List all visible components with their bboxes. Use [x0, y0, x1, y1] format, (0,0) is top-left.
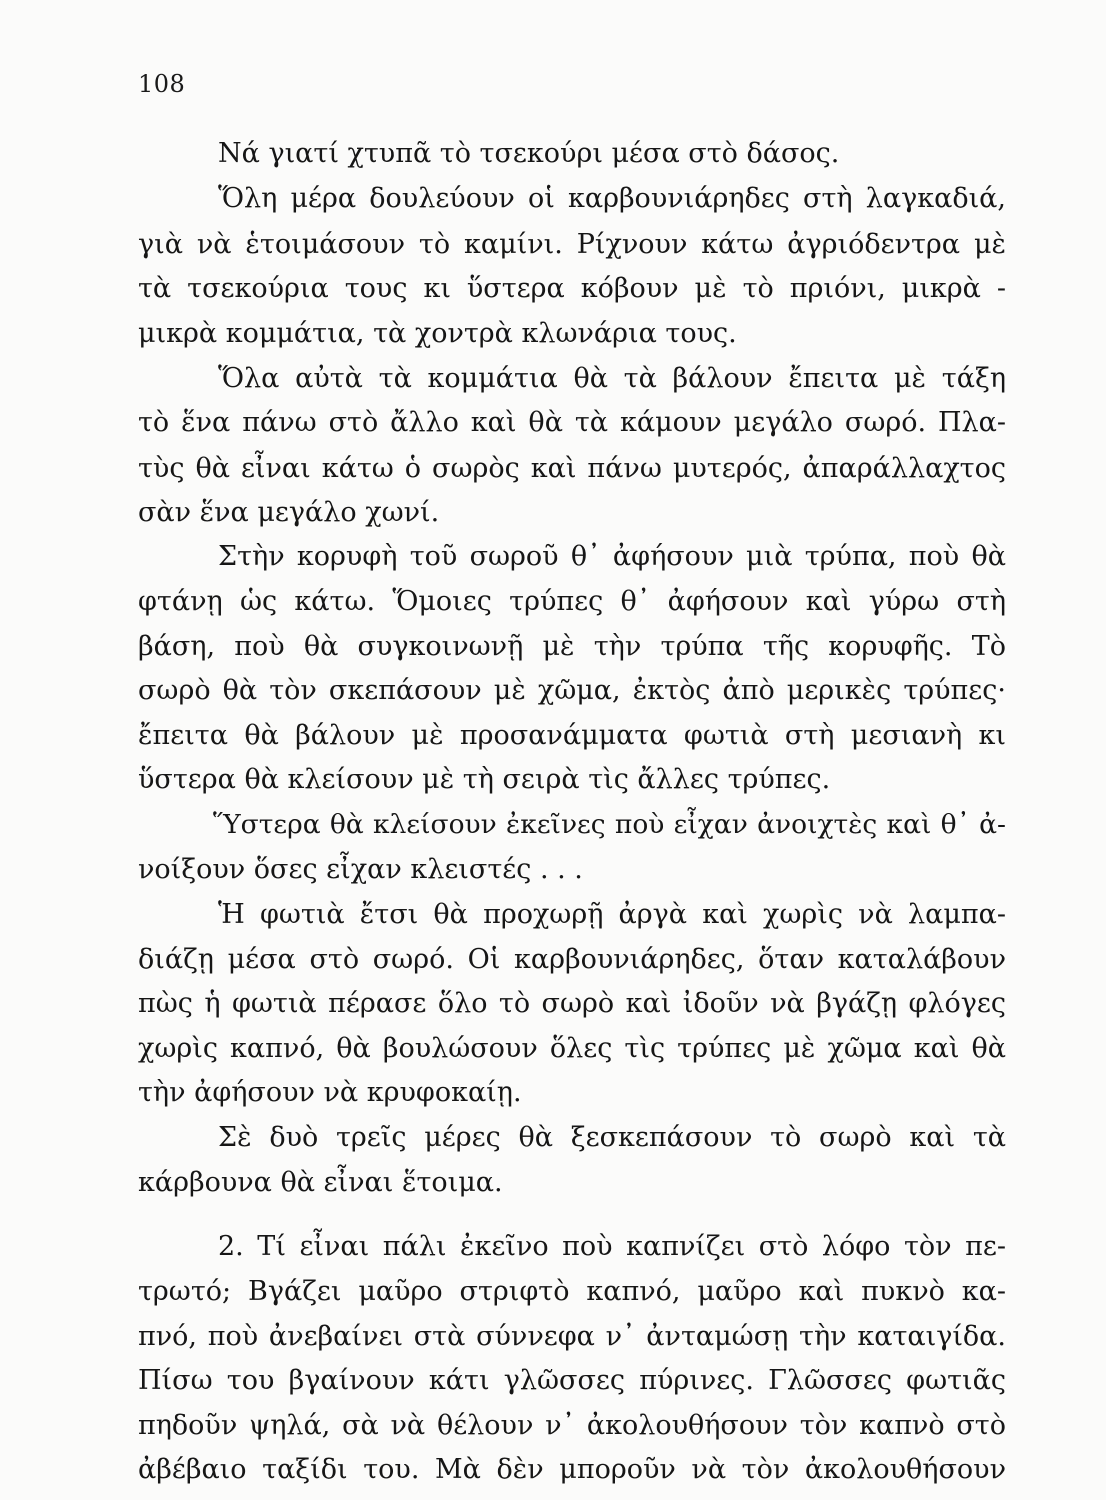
text-line: πηδοῦν ψηλά, σὰ νὰ θέλουν ν᾿ ἀκολουθήσουν τὸν καπνὸ στὸ [138, 1409, 1006, 1441]
text-line: γιὰ νὰ ἑτοιμάσουν τὸ καμίνι. Ρίχνουν κάτω ἀγριόδεντρα μὲ [138, 228, 1006, 260]
text-line: βάση, ποὺ θὰ συγκοινωνῇ μὲ τὴν τρύπα τῆς κορυφῆς. Τὸ [138, 631, 1006, 663]
text-line: ὕστερα θὰ κλείσουν μὲ τὴ σειρὰ τὶς ἄλλες τρύπες. [138, 764, 831, 796]
text-line: Ἡ φωτιὰ ἔτσι θὰ προχωρῇ ἀργὰ καὶ χωρὶς νὰ λαμπα- [218, 898, 1006, 930]
text-line: 2. Τί εἶναι πάλι ἐκεῖνο ποὺ καπνίζει στὸ λόφο τὸν πε- [218, 1231, 1006, 1263]
text-line: Ὅλα αὐτὰ τὰ κομμάτια θὰ τὰ βάλουν ἔπειτα μὲ τάξη [218, 362, 1006, 394]
text-line: ἀβέβαιο ταξίδι του. Μὰ δὲν μποροῦν νὰ τὸν ἀκολουθήσουν [138, 1454, 1006, 1485]
text-line: τὴν ἀφήσουν νὰ κρυφοκαίῃ. [138, 1077, 522, 1109]
text-line: διάζῃ μέσα στὸ σωρό. Οἱ καρβουνιάρηδες, ὅταν καταλάβουν [138, 943, 1006, 975]
text-line: Νά γιατί χτυπᾶ τὸ τσεκούρι μέσα στὸ δάσος. [218, 138, 840, 169]
text-line: Ὅλη μέρα δουλεύουν οἱ καρβουνιάρηδες στὴ λαγκαδιά, [218, 183, 1006, 215]
text-line: πνό, ποὺ ἀνεβαίνει στὰ σύννεφα ν᾿ ἀνταμώσῃ τὴν καταιγίδα. [138, 1320, 1006, 1352]
text-line: χωρὶς καπνό, θὰ βουλώσουν ὅλες τὶς τρύπες μὲ χῶμα καὶ θὰ [138, 1032, 1006, 1064]
text-line: Ὕστερα θὰ κλείσουν ἐκεῖνες ποὺ εἶχαν ἀνοιχτὲς καὶ θ᾿ ἀ- [213, 808, 1006, 840]
text-line: τὸ ἕνα πάνω στὸ ἄλλο καὶ θὰ τὰ κάμουν μεγάλο σωρό. Πλα- [138, 407, 1006, 439]
text-line: ἔπειτα θὰ βάλουν μὲ προσανάμματα φωτιὰ στὴ μεσιανὴ κι [138, 719, 1006, 751]
text-line: σὰν ἕνα μεγάλο χωνί. [138, 496, 440, 528]
text-line: κάρβουνα θὰ εἶναι ἕτοιμα. [138, 1166, 503, 1198]
page-number: 108 [138, 70, 186, 98]
text-line: Σὲ δυὸ τρεῖς μέρες θὰ ξεσκεπάσουν τὸ σωρὸ καὶ τὰ [218, 1122, 1006, 1154]
text-line: νοίξουν ὅσες εἶχαν κλειστές . . . [138, 854, 583, 886]
text-line: φτάνῃ ὡς κάτω. Ὅμοιες τρύπες θ᾿ ἀφήσουν καὶ γύρω στὴ [138, 585, 1006, 617]
text-line: Στὴν κορυφὴ τοῦ σωροῦ θ᾿ ἀφήσουν μιὰ τρύπα, ποὺ θὰ [218, 541, 1006, 573]
text-line: τὺς θὰ εἶναι κάτω ὁ σωρὸς καὶ πάνω μυτερός, ἀπαράλλαχτος [138, 452, 1006, 484]
text-line: μικρὰ κομμάτια, τὰ χοντρὰ κλωνάρια τους. [138, 318, 737, 350]
text-line: Πίσω του βγαίνουν κάτι γλῶσσες πύρινες. Γλῶσσες φωτιᾶς [138, 1365, 1006, 1397]
text-line: τὰ τσεκούρια τους κι ὕστερα κόβουν μὲ τὸ πριόνι, μικρὰ - [138, 273, 1006, 305]
text-line: σωρὸ θὰ τὸν σκεπάσουν μὲ χῶμα, ἐκτὸς ἀπὸ μερικὲς τρύπες· [138, 674, 1006, 706]
text-line: τρωτό; Βγάζει μαῦρο στριφτὸ καπνό, μαῦρο καὶ πυκνὸ κα- [138, 1276, 1006, 1308]
text-line: πὼς ἡ φωτιὰ πέρασε ὅλο τὸ σωρὸ καὶ ἰδοῦν νὰ βγάζῃ φλόγες [138, 988, 1006, 1020]
